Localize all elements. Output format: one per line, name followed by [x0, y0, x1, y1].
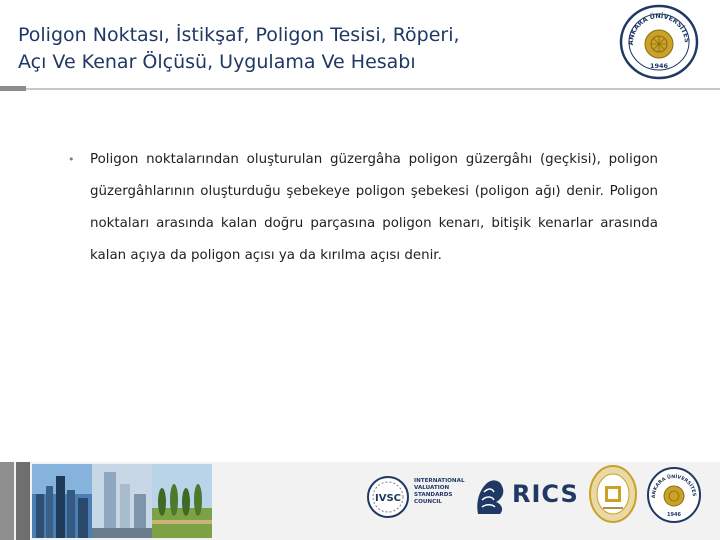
rics-wordmark: RICS: [512, 480, 579, 508]
bullet-item: [68, 144, 658, 272]
university-seal-logo: [619, 4, 699, 80]
footer-seal-arc-text: ANKARA ÜNİVERSİTES: [651, 474, 697, 499]
tower-photo: [92, 464, 152, 538]
ivsc-abbrev: IVSC: [374, 493, 402, 504]
ivsc-logo-icon: [366, 475, 410, 519]
ivsc-full-name: INTERNATIONAL VALUATION STANDARDS COUNCIL: [414, 478, 465, 505]
header-divider: [0, 88, 720, 90]
header-divider-accent: [0, 86, 26, 91]
seal-year: 1946: [649, 62, 669, 70]
seal-arc-text: ANKARA ÜNİVERSİTES: [626, 11, 692, 46]
slide-title: [18, 22, 598, 76]
footer-gray-block-2: [16, 462, 30, 540]
content-area: [68, 144, 658, 272]
title-line-2: Açı Ve Kenar Ölçüsü, Uygulama Ve Hesabı: [18, 51, 416, 73]
faculty-emblem-logo: [588, 464, 638, 524]
footer-gray-block: [0, 462, 14, 540]
trees-landscape-photo: [152, 464, 212, 538]
bullet-marker: •: [68, 153, 75, 166]
title-line-1: Poligon Noktası, İstikşaf, Poligon Tesisi, Röperi,: [18, 24, 460, 46]
university-seal-footer-logo: [646, 466, 702, 524]
bullet-paragraph: Poligon noktalarından oluşturulan güzergâha poligon güzergâhı (geçkisi), poligon güzergâhlarının oluşturduğu şebekeye poligon şebekesi (poligon ağı) denir. Poligon noktaları arasında kalan doğru parçasına poligon kenarı, bitişik kenarlar arasında kalan açıya da poligon açısı ya da kırılma açısı denir.: [90, 152, 658, 263]
city-skyline-photo: [32, 464, 92, 538]
rics-lion-icon: [470, 474, 510, 518]
footer-seal-year: 1946: [667, 512, 681, 518]
